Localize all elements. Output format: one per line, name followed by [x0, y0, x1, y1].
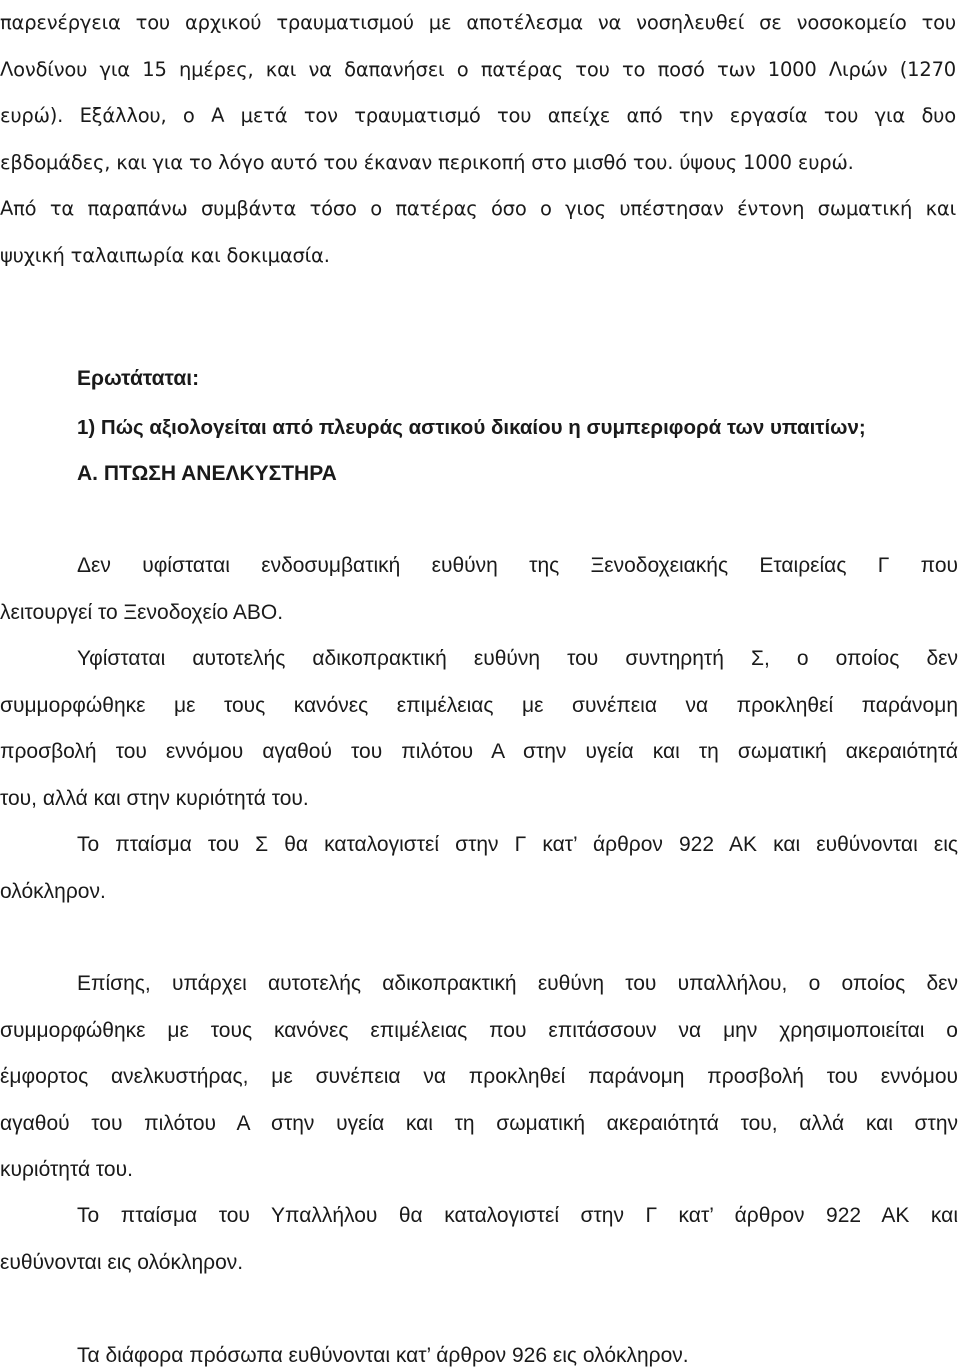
- paragraph-line: κυριότητά του.: [0, 1158, 133, 1181]
- paragraph-line: προσβολή του εννόμου αγαθού του πιλότου Α στην υγεία και τη σωματική ακεραιότητά: [0, 740, 958, 763]
- paragraph-line: Το πταίσμα του Σ θα καταλογιστεί στην Γ κατ’ άρθρον 922 ΑΚ και ευθύνονται εις: [77, 833, 958, 856]
- paragraph-contract: [0, 543, 958, 636]
- question-heading: Ερωτάταται:: [77, 367, 200, 390]
- paragraph-line: ολόκληρον.: [0, 879, 106, 903]
- question-1: 1) Πώς αξιολογείται από πλευράς αστικού δικαίου η συμπεριφορά των υπαιτίων;: [77, 416, 866, 439]
- paragraph-employee: [0, 961, 958, 1194]
- paragraph-line: ευθύνονται εις ολόκληρον.: [0, 1250, 244, 1274]
- paragraph-employee-fault: [0, 1193, 958, 1286]
- section-a-title: Α. ΠΤΩΣΗ ΑΝΕΛΚΥΣΤΗΡΑ: [77, 462, 337, 485]
- paragraph-line: έμφορτος ανελκυστήρας, με συνέπεια να προκληθεί παράνομη προσβολή του εννόμου: [0, 1065, 958, 1088]
- paragraph-line: συμμορφώθηκε με τους κανόνες επιμέλειας που επιτάσσουν να μην χρησιμοποιείται ο: [0, 1018, 958, 1042]
- paragraph-line: Δεν υφίσταται ενδοσυμβατική ευθύνη της Ξενοδοχειακής Εταιρείας Γ που: [77, 554, 958, 577]
- intro-line: Λονδίνου για 15 ημέρες, και να δαπανήσει ο πατέρας του το ποσό των 1000 Λιρών (1270: [0, 57, 956, 81]
- paragraph-line: Το πταίσμα του Υπαλλήλου θα καταλογιστεί στην Γ κατ’ άρθρον 922 ΑΚ και: [77, 1204, 958, 1227]
- intro-line: παρενέργεια του αρχικού τραυματισμού με αποτέλεσμα να νοσηλευθεί σε νοσοκομείο του: [0, 11, 956, 34]
- paragraph-line: συμμορφώθηκε με τους κανόνες επιμέλειας με συνέπεια να προκληθεί παράνομη: [0, 693, 958, 717]
- intro-line: ευρώ). Εξάλλου, ο Α μετά τον τραυματισμό του απείχε από την εργασία του για δυο: [0, 104, 956, 127]
- paragraph-line: λειτουργεί το Ξενοδοχείο ΑΒΟ.: [0, 600, 284, 624]
- intro-line: Από τα παραπάνω συμβάντα τόσο ο πατέρας όσο ο γιος υπέστησαν έντονη σωματική και: [0, 197, 956, 220]
- paragraph-line: Υφίσταται αυτοτελής αδικοπρακτική ευθύνη του συντηρητή Σ, ο οποίος δεν: [77, 647, 958, 670]
- paragraph-line: Επίσης, υπάρχει αυτοτελής αδικοπρακτική ευθύνη του υπαλλήλου, ο οποίος δεν: [77, 972, 958, 995]
- intro-line: ψυχική ταλαιπωρία και δοκιμασία.: [0, 243, 330, 267]
- intro-line: εβδομάδες, και για το λόγο αυτό του έκαναν περικοπή στο μισθό του. ύψους 1000 ευρώ.: [0, 150, 854, 174]
- paragraph-maintainer-fault: [0, 822, 958, 915]
- paragraph-line: του, αλλά και στην κυριότητά του.: [0, 786, 309, 810]
- paragraph-line: αγαθού του πιλότου Α στην υγεία και τη σωματική ακεραιότητά του, αλλά και στην: [0, 1111, 958, 1135]
- paragraph-maintainer: [0, 636, 958, 822]
- intro-paragraph: [0, 0, 956, 279]
- paragraph-other: Τα διάφορα πρόσωπα ευθύνονται κατ’ άρθρον 926 εις ολόκληρον.: [77, 1344, 689, 1367]
